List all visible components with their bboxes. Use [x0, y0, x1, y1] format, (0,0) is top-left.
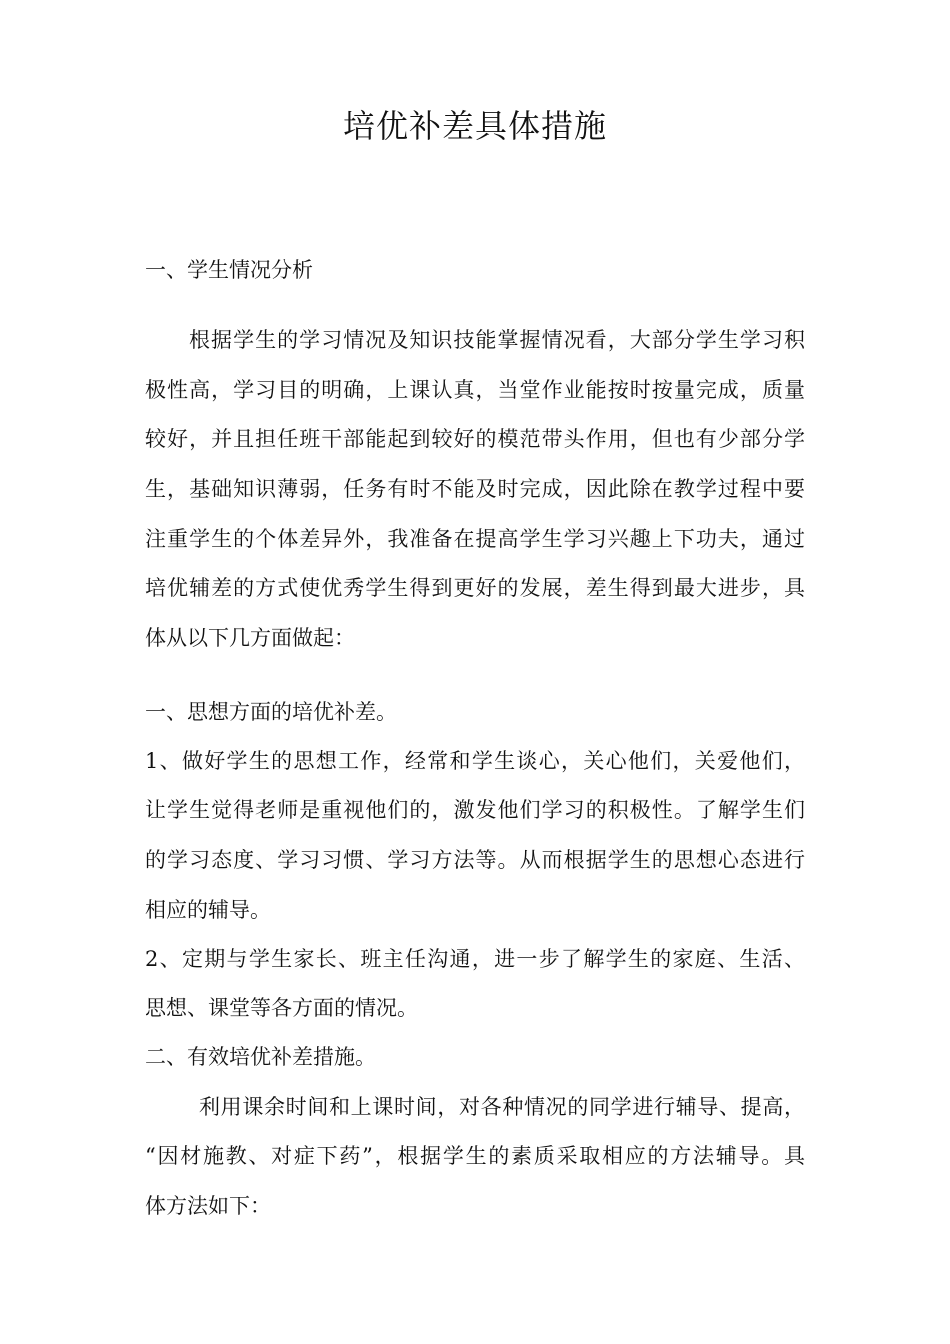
paragraph-line: 2、定期与学生家长、班主任沟通，进一步了解学生的家庭、生活、 [145, 947, 805, 971]
section-heading-measures: 二、有效培优补差措施。 [145, 1045, 376, 1069]
paragraph-line: 体方法如下： [145, 1194, 271, 1218]
paragraph-line: 生，基础知识薄弱，任务有时不能及时完成，因此除在教学过程中要 [145, 477, 805, 501]
section-heading-student-analysis: 一、学生情况分析 [145, 258, 313, 282]
document-title: 培优补差具体措施 [342, 107, 607, 145]
paragraph-line: 利用课余时间和上课时间，对各种情况的同学进行辅导、提高， [199, 1095, 805, 1119]
section-heading-ideology: 一、思想方面的培优补差。 [145, 700, 397, 724]
paragraph-line: 注重学生的个体差异外，我准备在提高学生学习兴趣上下功夫，通过 [145, 527, 805, 551]
paragraph-line: 让学生觉得老师是重视他们的，激发他们学习的积极性。了解学生们 [145, 798, 805, 822]
paragraph-line: 相应的辅导。 [145, 898, 271, 922]
paragraph-line: 的学习态度、学习习惯、学习方法等。从而根据学生的思想心态进行 [145, 848, 805, 872]
paragraph-line: “因材施教、对症下药”，根据学生的素质采取相应的方法辅导。具 [145, 1144, 805, 1168]
paragraph-line: 培优辅差的方式使优秀学生得到更好的发展，差生得到最大进步，具 [145, 576, 805, 600]
paragraph-line: 根据学生的学习情况及知识技能掌握情况看，大部分学生学习积 [189, 328, 805, 352]
paragraph-line: 体从以下几方面做起： [145, 626, 355, 650]
paragraph-line: 较好，并且担任班干部能起到较好的模范带头作用，但也有少部分学 [145, 427, 805, 451]
paragraph-line: 1、做好学生的思想工作，经常和学生谈心，关心他们，关爱他们， [145, 749, 805, 773]
paragraph-line: 思想、课堂等各方面的情况。 [145, 996, 418, 1020]
paragraph-line: 极性高，学习目的明确，上课认真，当堂作业能按时按量完成，质量 [145, 378, 805, 402]
